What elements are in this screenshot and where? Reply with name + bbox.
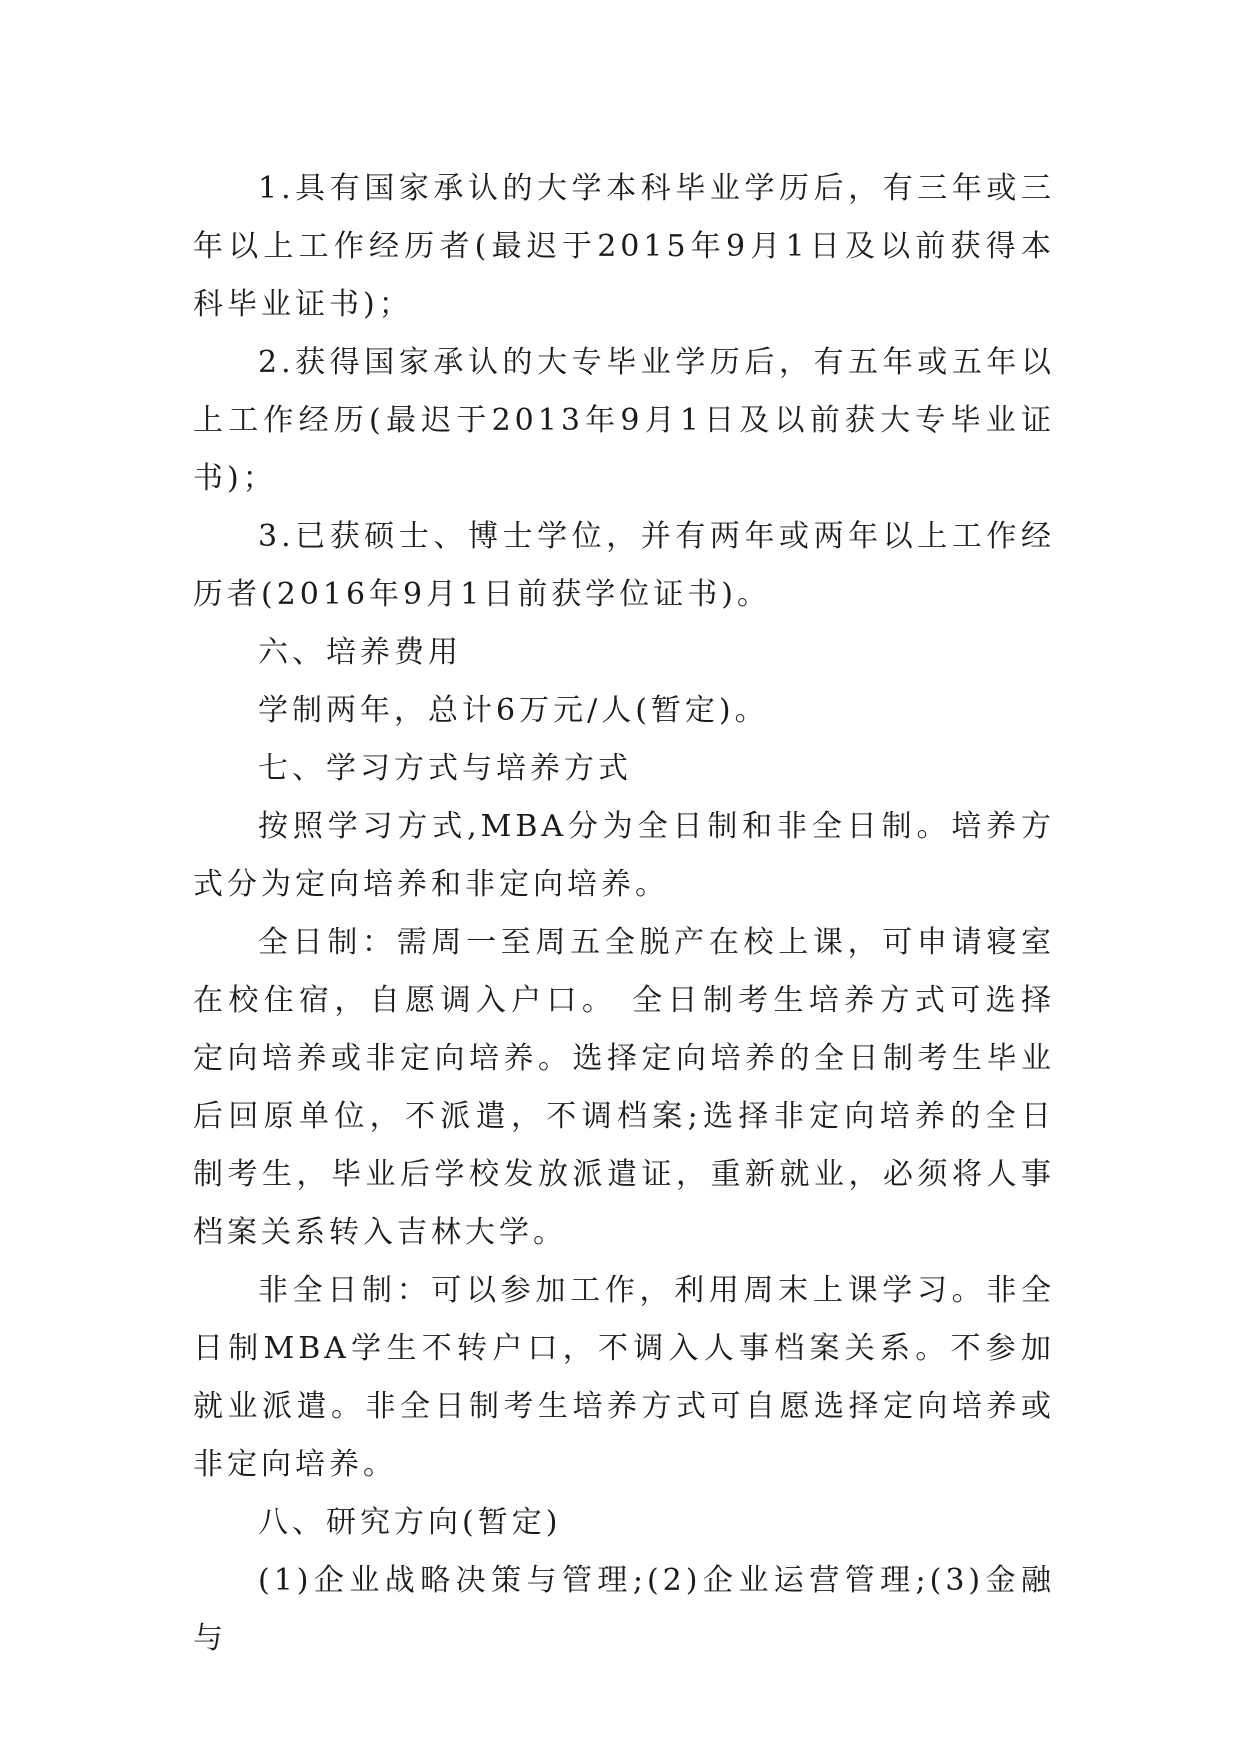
- section-heading-study-mode: 七、学习方式与培养方式: [258, 751, 632, 786]
- paragraph-study-mode: 按照学习方式,MBA分为全日制和非全日制。培养方式分为定向培养和非定向培养。: [193, 809, 1055, 902]
- document-body: [193, 160, 1055, 1668]
- paragraph-requirement-1: 1.具有国家承认的大学本科毕业学历后，有三年或三年以上工作经历者(最迟于2015年9月1日及以前获得本科毕业证书)；: [193, 171, 1055, 322]
- paragraph-full-time: 全日制：需周一至周五全脱产在校上课，可申请寝室在校住宿，自愿调入户口。 全日制考生培养方式可选择定向培养或非定向培养。选择定向培养的全日制考生毕业后回原单位，不派遣，不调档案;选择非定向培养的全日制考生，毕业后学校发放派遣证，重新就业，必须将人事档案关系转入吉林大学。: [193, 925, 1055, 1250]
- paragraph-requirement-2: 2.获得国家承认的大专毕业学历后，有五年或五年以上工作经历(最迟于2013年9月1日及以前获大专毕业证书)；: [193, 345, 1055, 496]
- paragraph-part-time: 非全日制：可以参加工作，利用周末上课学习。非全日制MBA学生不转户口，不调入人事档案关系。不参加就业派遣。非全日制考生培养方式可自愿选择定向培养或非定向培养。: [193, 1273, 1055, 1482]
- paragraph-research-directions: (1)企业战略决策与管理;(2)企业运营管理;(3)金融与: [193, 1563, 1055, 1656]
- paragraph-requirement-3: 3.已获硕士、博士学位，并有两年或两年以上工作经历者(2016年9月1日前获学位证书)。: [193, 519, 1055, 612]
- paragraph-fees: 学制两年，总计6万元/人(暂定)。: [258, 693, 769, 728]
- section-heading-fees: 六、培养费用: [258, 635, 462, 670]
- section-heading-research: 八、研究方向(暂定): [258, 1505, 562, 1540]
